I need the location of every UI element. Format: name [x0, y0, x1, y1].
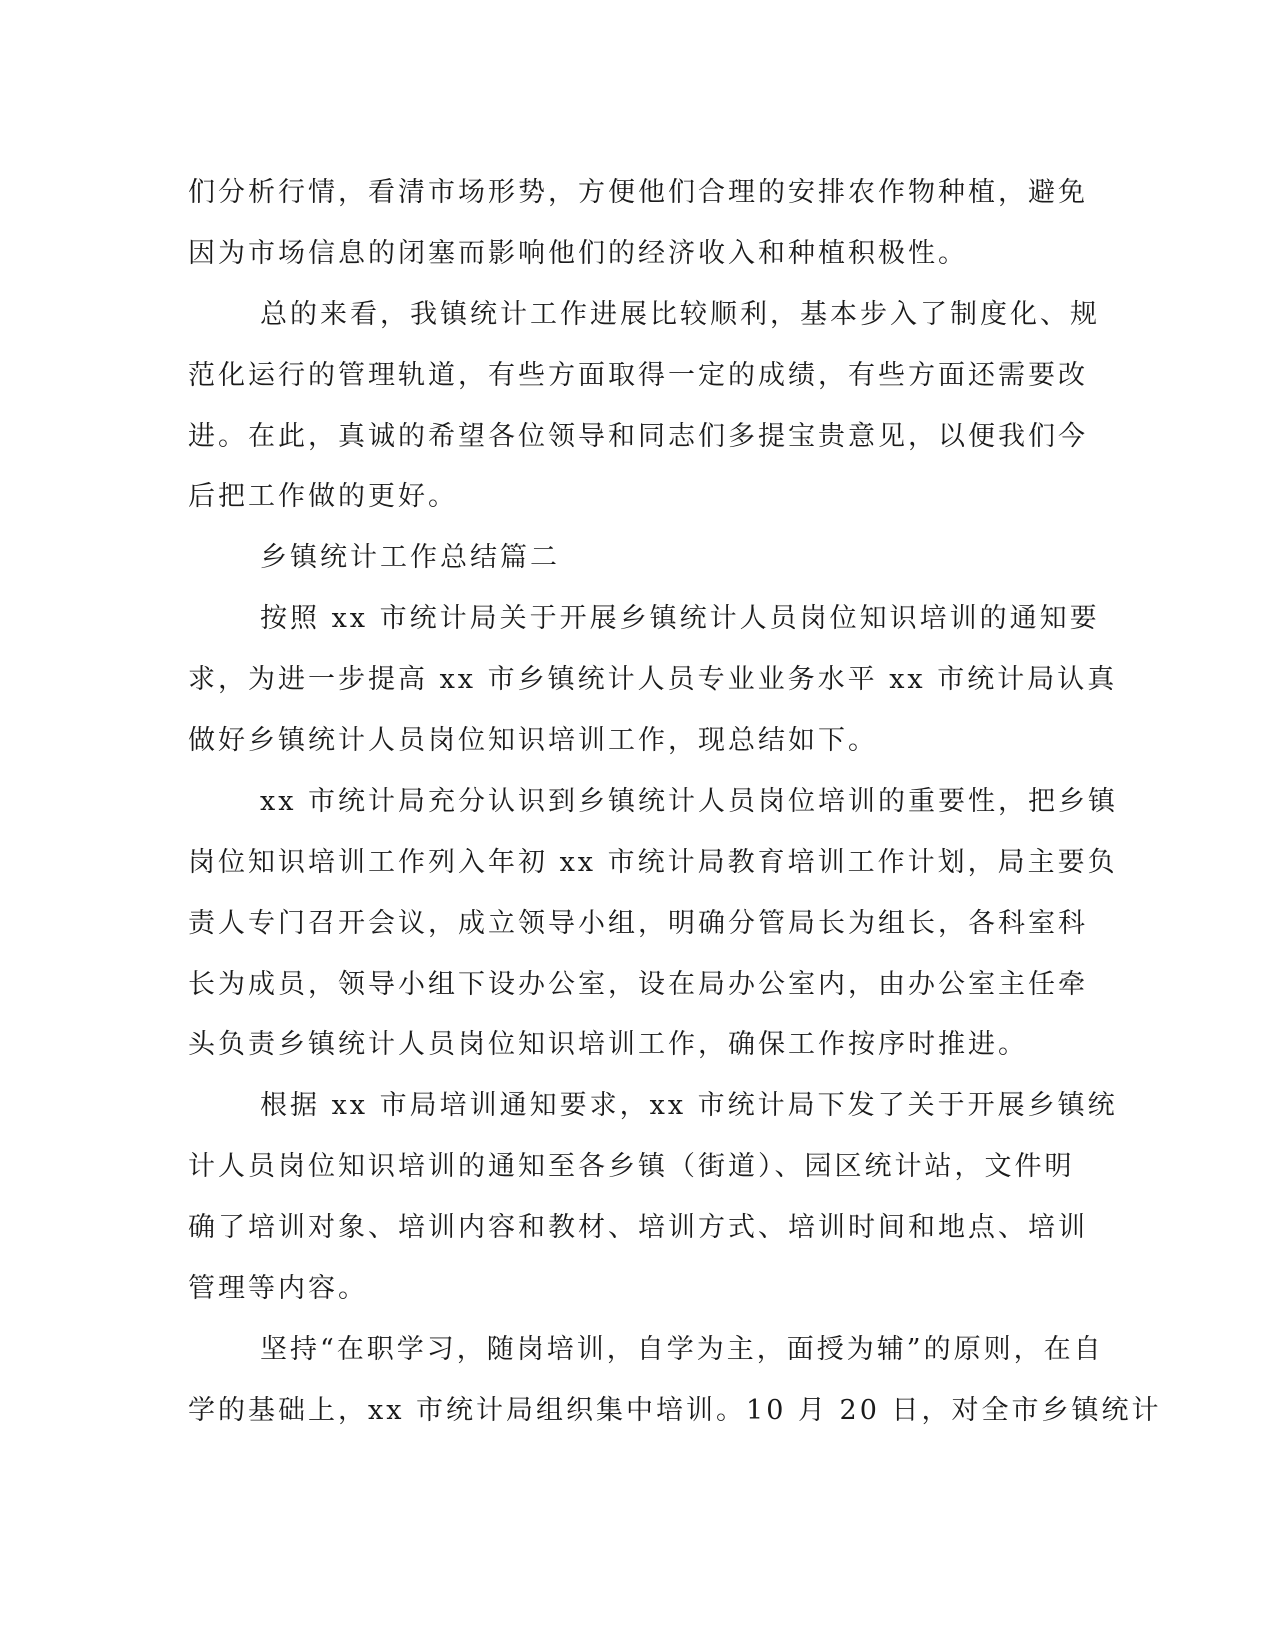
- text-line: 进。在此，真诚的希望各位领导和同志们多提宝贵意见，以便我们今: [188, 420, 1088, 452]
- text-line: 确了培训对象、培训内容和教材、培训方式、培训时间和地点、培训: [188, 1212, 1088, 1244]
- text-line: xx 市统计局充分认识到乡镇统计人员岗位培训的重要性，把乡镇: [260, 785, 1119, 817]
- text-line: 长为成员，领导小组下设办公室，设在局办公室内，由办公室主任牵: [188, 968, 1088, 1000]
- text-line: 总的来看，我镇统计工作进展比较顺利，基本步入了制度化、规: [260, 298, 1100, 330]
- text-line: 坚持“在职学习，随岗培训，自学为主，面授为辅”的原则，在自: [260, 1333, 1104, 1365]
- text-line: 岗位知识培训工作列入年初 xx 市统计局教育培训工作计划，局主要负: [188, 846, 1118, 878]
- text-line: 做好乡镇统计人员岗位知识培训工作，现总结如下。: [188, 725, 878, 757]
- text-line: 们分析行情，看清市场形势，方便他们合理的安排农作物种植，避免: [188, 177, 1088, 208]
- text-line: 后把工作做的更好。: [188, 481, 458, 513]
- section-heading: 乡镇统计工作总结篇二: [260, 542, 560, 574]
- document-body: [188, 163, 1162, 1442]
- text-line: 根据 xx 市局培训通知要求，xx 市统计局下发了关于开展乡镇统: [260, 1090, 1118, 1122]
- text-line: 求，为进一步提高 xx 市乡镇统计人员专业业务水平 xx 市统计局认真: [188, 664, 1118, 696]
- text-line: 头负责乡镇统计人员岗位知识培训工作，确保工作按序时推进。: [188, 1029, 1028, 1061]
- text-line: 因为市场信息的闭塞而影响他们的经济收入和种植积极性。: [188, 237, 968, 269]
- text-line: 范化运行的管理轨道，有些方面取得一定的成绩，有些方面还需要改: [188, 359, 1088, 391]
- text-line: 责人专门召开会议，成立领导小组，明确分管局长为组长，各科室科: [188, 907, 1088, 939]
- text-line: 计人员岗位知识培训的通知至各乡镇（街道）、园区统计站，文件明: [188, 1151, 1075, 1183]
- text-line: 学的基础上，xx 市统计局组织集中培训。10 月 20 日，对全市乡镇统计: [188, 1394, 1162, 1426]
- text-line: 管理等内容。: [188, 1273, 368, 1305]
- text-line: 按照 xx 市统计局关于开展乡镇统计人员岗位知识培训的通知要: [260, 603, 1100, 635]
